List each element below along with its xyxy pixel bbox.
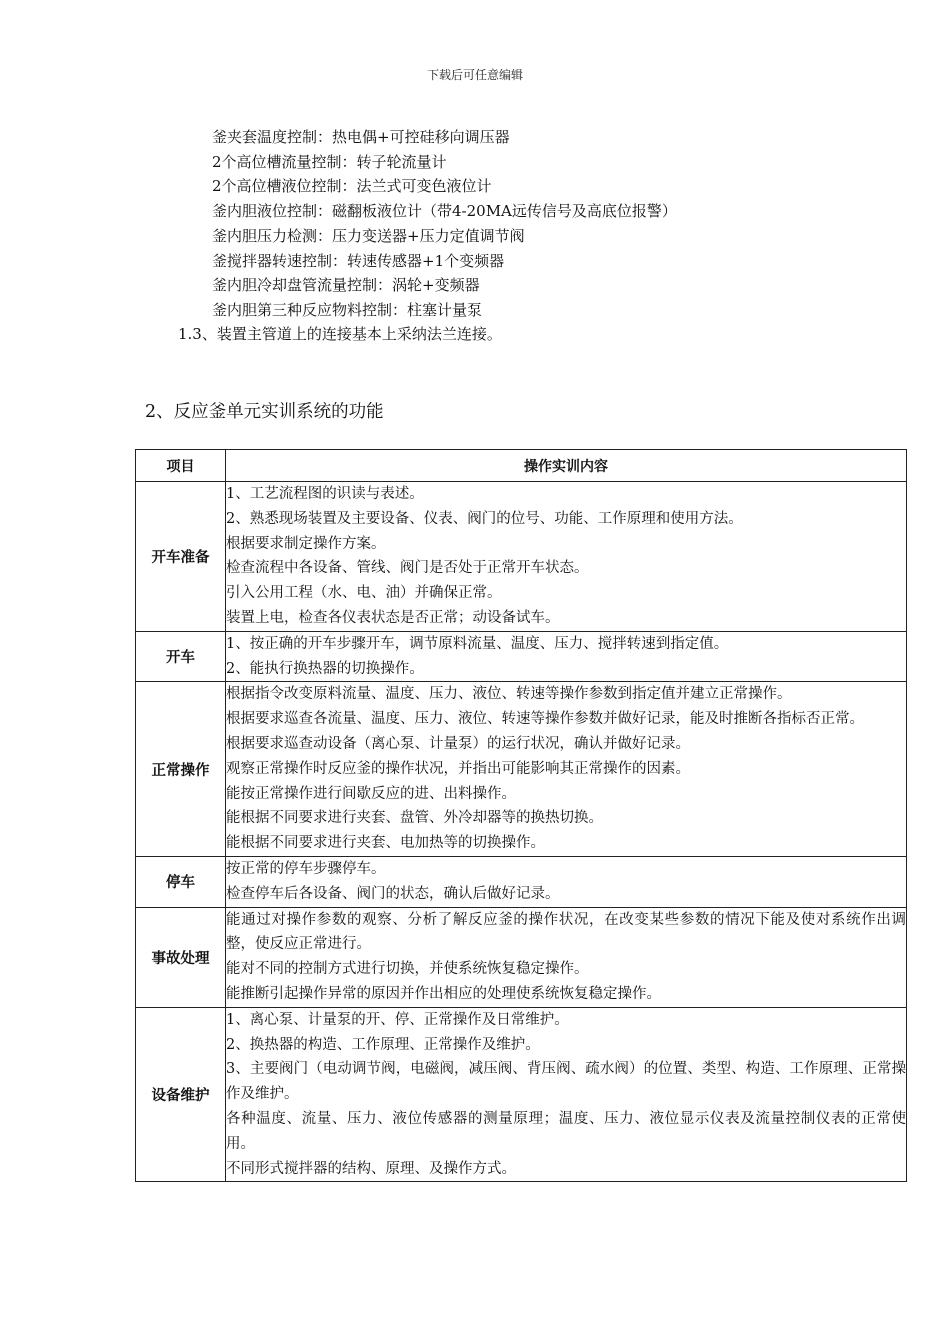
content-line: 按正常的停车步骤停车。 (226, 860, 386, 877)
spec-line: 釜内胆冷却盘管流量控制：涡轮+变频器 (212, 276, 480, 295)
content-line: 能按正常操作进行间歇反应的进、出料操作。 (226, 785, 516, 802)
spec-line: 釜夹套温度控制：热电偶+可控硅移向调压器 (212, 128, 510, 146)
content-line: 能对不同的控制方式进行切换，并使系统恢复稳定操作。 (226, 961, 589, 978)
content-line: 不同形式搅拌器的结构、原理、及操作方式。 (226, 1160, 516, 1177)
table-row (136, 1007, 907, 1182)
content-line: 检查流程中各设备、管线、阀门是否处于正常开车状态。 (226, 560, 589, 577)
content-line: 根据要求制定操作方案。 (226, 535, 386, 552)
content-line: 能根据不同要求进行夹套、盘管、外冷却器等的换热切换。 (226, 810, 603, 827)
content-line: 能根据不同要求进行夹套、电加热等的切换操作。 (226, 835, 545, 852)
content-line: 1、工艺流程图的识读与表述。 (226, 486, 424, 502)
pipe-connection-note: 1.3、装置主管道上的连接基本上采纳法兰连接。 (178, 325, 502, 343)
content-line: 2、能执行换热器的切换操作。 (226, 660, 424, 677)
column-header-item: 项目 (136, 450, 226, 482)
spec-line: 釜内胆第三种反应物料控制：柱塞计量泵 (212, 300, 483, 319)
content-line: 2、熟悉现场装置及主要设备、仪表、阀门的位号、功能、工作原理和使用方法。 (226, 510, 743, 527)
content-line: 1、离心泵、计量泵的开、停、正常操作及日常维护。 (226, 1011, 569, 1028)
content-line: 能推断引起操作异常的原因并作出相应的处理使系统恢复稳定操作。 (226, 985, 661, 1002)
row-item-label: 正常操作 (136, 682, 226, 857)
content-line: 2、换热器的构造、工作原理、正常操作及维护。 (226, 1036, 540, 1053)
content-line: 各种温度、流量、压力、液位传感器的测量原理；温度、压力、液位显示仪表及流量控制仪表的正常使用。 (226, 1110, 906, 1152)
row-content (226, 682, 907, 857)
table-row (136, 907, 907, 1007)
content-line: 能通过对操作参数的观察、分析了解反应釜的操作状况，在改变某些参数的情况下能及使对系统作出调整，使反应正常进行。 (226, 911, 906, 953)
row-item-label: 开车 (136, 631, 226, 682)
page-header: 下载后可任意编辑 (426, 68, 523, 82)
spec-line: 2个高位槽流量控制：转子轮流量计 (212, 152, 447, 171)
row-content (226, 631, 907, 682)
column-header-content: 操作实训内容 (226, 450, 907, 482)
row-content (226, 856, 907, 907)
table-row (136, 631, 907, 682)
spec-line: 釜内胆液位控制：磁翻板液位计（带4-20MA远传信号及高底位报警） (212, 202, 677, 221)
spec-list (212, 125, 677, 323)
spec-line: 釜内胆压力检测：压力变送器+压力定值调节阀 (212, 226, 525, 245)
row-item-label: 事故处理 (136, 907, 226, 1007)
row-item-label: 开车准备 (136, 482, 226, 632)
spec-line: 2个高位槽液位控制：法兰式可变色液位计 (212, 177, 492, 196)
row-content (226, 1007, 907, 1182)
content-line: 检查停车后各设备、阀门的状态，确认后做好记录。 (226, 885, 560, 902)
row-item-label: 停车 (136, 856, 226, 907)
content-line: 引入公用工程（水、电、油）并确保正常。 (226, 585, 502, 602)
training-content-table (135, 449, 907, 1182)
table-header-row (136, 450, 907, 482)
spec-line: 釜搅拌器转速控制：转速传感器+1个变频器 (212, 251, 505, 270)
row-item-label: 设备维护 (136, 1007, 226, 1182)
content-line: 根据要求巡查各流量、温度、压力、液位、转速等操作参数并做好记录，能及时推断各指标否正常。 (226, 711, 864, 728)
row-content (226, 907, 907, 1007)
content-line: 1、按正确的开车步骤开车，调节原料流量、温度、压力、搅拌转速到指定值。 (226, 635, 729, 652)
content-line: 3、主要阀门（电动调节阀，电磁阀，减压阀、背压阀、疏水阀）的位置、类型、构造、工作原理、正常操作及维护。 (226, 1061, 906, 1103)
row-content (226, 482, 907, 632)
section-title: 2、反应釜单元实训系统的功能 (145, 402, 384, 422)
table-row (136, 682, 907, 857)
content-line: 根据指令改变原料流量、温度、压力、液位、转速等操作参数到指定值并建立正常操作。 (226, 686, 792, 703)
content-line: 装置上电，检查各仪表状态是否正常；动设备试车。 (226, 609, 560, 626)
content-line: 根据要求巡查动设备（离心泵、计量泵）的运行状况，确认并做好记录。 (226, 735, 690, 752)
table-row (136, 856, 907, 907)
content-line: 观察正常操作时反应釜的操作状况，并指出可能影响其正常操作的因素。 (226, 760, 690, 777)
table-row (136, 482, 907, 632)
